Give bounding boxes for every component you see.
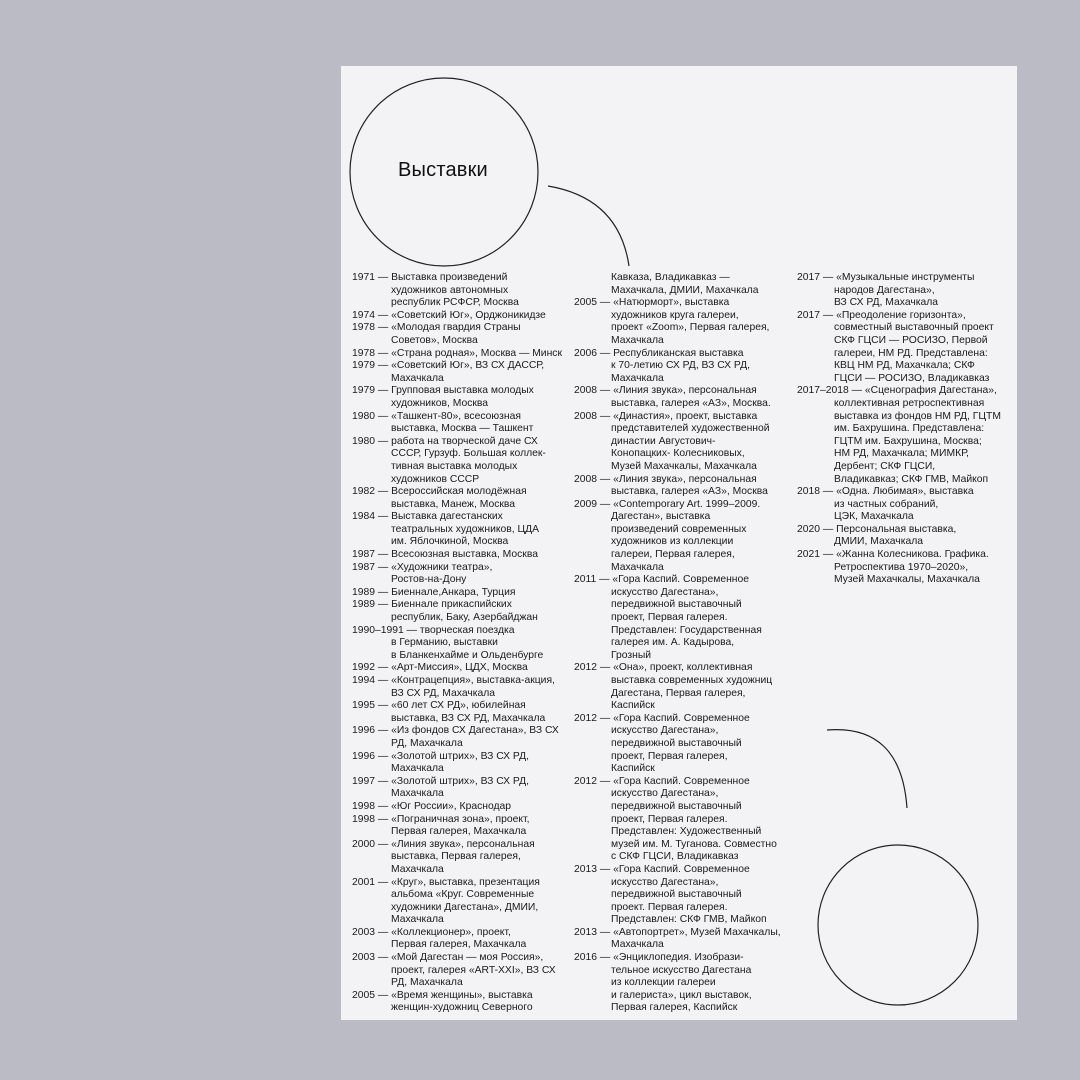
document-page: [341, 66, 1017, 1020]
exhibition-entry: [352, 801, 564, 814]
entry-line: Махачкала: [391, 914, 444, 926]
entry-line: Кавказа, Владикавказ —: [611, 272, 730, 283]
entry-line: Махачкала: [391, 863, 444, 875]
entry-line: ВЗ СХ РД, Махачкала: [834, 297, 939, 309]
entry-line: ЦЭК, Махачкала: [834, 511, 914, 523]
exhibition-entry: [352, 927, 564, 952]
entry-line: произведений современных: [611, 523, 747, 535]
top-arc: [548, 186, 629, 266]
exhibition-entry: [352, 952, 564, 990]
entry-line: 2008 — «Линия звука», персональная: [574, 473, 757, 485]
exhibition-entry: [797, 310, 1009, 386]
exhibition-entry: [574, 499, 786, 575]
entry-line: из коллекции галереи: [611, 977, 716, 989]
entry-line: 1996 — «Золотой штрих», ВЗ СХ РД,: [352, 750, 529, 762]
exhibition-entry: [574, 662, 786, 712]
exhibition-entry: [574, 927, 786, 952]
entry-line: Дагестан», выставка: [611, 511, 711, 523]
entry-line: Дагестана, Первая галерея,: [611, 687, 746, 699]
entry-line: Махачкала: [391, 788, 444, 800]
exhibition-entry: [574, 713, 786, 776]
exhibition-entry: [352, 725, 564, 750]
entry-line: коллективная ретроспективная: [834, 397, 985, 409]
entry-line: Первая галерея, Каспийск: [611, 1002, 738, 1014]
entry-line: республик РСФСР, Москва: [391, 297, 519, 309]
exhibition-entry: [352, 990, 564, 1015]
entry-line: 2020 — Персональная выставка,: [797, 523, 957, 535]
entry-line: Махачкала: [611, 372, 664, 384]
entry-line: 2021 — «Жанна Колесникова. Графика.: [797, 549, 989, 561]
entry-line: 1979 — Групповая выставка молодых: [352, 385, 534, 397]
entry-line: Конопацких- Колесниковых,: [611, 448, 745, 460]
entry-line: КВЦ НМ РД, Махачкала; СКФ: [834, 360, 975, 372]
entry-line: выставка из фондов НМ РД, ГЦТМ: [834, 410, 1001, 422]
entry-line: к 70-летию СХ РД, ВЗ СХ РД,: [611, 360, 750, 372]
entry-line: 2013 — «Гора Каспий. Современное: [574, 863, 750, 875]
entry-line: 2012 — «Она», проект, коллективная: [574, 662, 753, 674]
entry-line: проект. Первая галерея.: [611, 901, 728, 913]
entry-line: Ретроспектива 1970–2020»,: [834, 561, 969, 573]
exhibition-entry: [797, 486, 1009, 524]
entry-line: Махачкала: [611, 561, 664, 573]
entry-line: художников из коллекции: [611, 536, 734, 548]
exhibition-entry: [352, 625, 564, 663]
entry-line: выставка современных художниц: [611, 675, 773, 686]
entry-line: альбома «Круг. Современные: [391, 889, 535, 901]
entry-line: 2016 — «Энциклопедия. Изобрази-: [574, 952, 744, 964]
entry-line: 2005 — «Время женщины», выставка: [352, 989, 533, 1001]
entry-line: 1980 — «Ташкент-80», всесоюзная: [352, 410, 521, 422]
entry-line: художников круга галереи,: [611, 309, 739, 321]
entry-line: 2012 — «Гора Каспий. Современное: [574, 712, 750, 724]
entry-line: им. Яблочкиной, Москва: [391, 536, 509, 548]
entry-line: 1980 — работа на творческой даче СХ: [352, 435, 538, 447]
entry-line: республик, Баку, Азербайджан: [391, 612, 538, 624]
entry-line: Махачкала: [611, 939, 664, 951]
entry-line: искусство Дагестана»,: [611, 788, 719, 800]
entry-line: 1971 — Выставка произведений: [352, 272, 508, 283]
exhibition-entry: [352, 360, 564, 385]
entry-line: Каспийск: [611, 763, 655, 775]
entry-line: Дербент; СКФ ГЦСИ,: [834, 460, 936, 472]
entry-line: 1987 — «Художники театра»,: [352, 561, 493, 573]
entry-line: 2000 — «Линия звука», персональная: [352, 838, 535, 850]
entry-line: искусство Дагестана»,: [611, 725, 719, 737]
entry-line: представителей художественной: [611, 423, 770, 435]
entry-line: тивная выставка молодых: [391, 460, 518, 472]
entry-line: из частных собраний,: [834, 498, 939, 510]
entry-line: Махачкала, ДМИИ, Махачкала: [611, 284, 759, 296]
entry-line: 1995 — «60 лет СХ РД», юбилейная: [352, 700, 526, 712]
exhibition-entry: [574, 272, 786, 297]
entry-line: и галериста», цикл выставок,: [611, 989, 752, 1001]
entry-line: выставка, галерея «АЗ», Москва: [611, 486, 768, 498]
exhibition-entry: [574, 864, 786, 927]
entry-line: галереи, Первая галерея,: [611, 549, 735, 561]
entry-line: Представлен: Государственная: [611, 624, 762, 636]
exhibition-entry: [352, 486, 564, 511]
entry-line: передвижной выставочный: [611, 599, 742, 611]
entry-line: передвижной выставочный: [611, 800, 742, 812]
entry-line: проект «Zoom», Первая галерея,: [611, 322, 770, 334]
entry-line: тельное искусство Дагестана: [611, 964, 752, 976]
entry-line: 2009 — «Contemporary Art. 1999–2009.: [574, 498, 761, 510]
exhibitions-column-1: [352, 272, 564, 1015]
exhibition-entry: [352, 839, 564, 877]
entry-line: 1987 — Всесоюзная выставка, Москва: [352, 549, 538, 561]
entry-line: Махачкала: [611, 334, 664, 346]
exhibition-entry: [352, 776, 564, 801]
bottom-arc: [827, 730, 907, 808]
entry-line: Представлен: Художественный: [611, 826, 762, 838]
entry-line: 1997 — «Золотой штрих», ВЗ СХ РД,: [352, 775, 529, 787]
exhibition-entry: [574, 297, 786, 347]
entry-line: династии Августович-: [611, 435, 716, 447]
entry-line: 1978 — «Страна родная», Москва — Минск: [352, 347, 562, 359]
entry-line: 1979 — «Советский Юг», ВЗ СХ ДАССР,: [352, 360, 545, 372]
exhibition-entry: [352, 272, 564, 310]
exhibition-entry: [574, 385, 786, 410]
entry-line: 1982 — Всероссийская молодёжная: [352, 486, 527, 498]
entry-line: 2017 — «Музыкальные инструменты: [797, 272, 975, 283]
exhibition-entry: [797, 385, 1009, 486]
entry-line: СКФ ГЦСИ — РОСИЗО, Первой: [834, 334, 988, 346]
entry-line: ГЦТМ им. Бахрушина, Москва;: [834, 435, 982, 447]
entry-line: РД, Махачкала: [391, 977, 463, 989]
exhibition-entry: [352, 411, 564, 436]
entry-line: 1998 — «Пограничная зона», проект,: [352, 813, 530, 825]
entry-line: 2006 — Республиканская выставка: [574, 347, 744, 359]
entry-line: народов Дагестана»,: [834, 284, 935, 296]
entry-line: музей им. М. Туганова. Совместно: [611, 838, 777, 850]
exhibition-entry: [352, 310, 564, 323]
entry-line: выставка, Манеж, Москва: [391, 498, 516, 510]
entry-line: РД, Махачкала: [391, 737, 463, 749]
entry-line: им. Бахрушина. Представлена:: [834, 423, 985, 435]
entry-line: СССР, Гурзуф. Большая коллек-: [391, 448, 546, 460]
exhibition-entry: [574, 348, 786, 386]
entry-line: 1984 — Выставка дагестанских: [352, 511, 503, 523]
entry-line: выставка, ВЗ СХ РД, Махачкала: [391, 712, 546, 724]
entry-line: выставка, Москва — Ташкент: [391, 423, 534, 435]
entry-line: выставка, галерея «АЗ», Москва.: [611, 397, 771, 409]
entry-line: Советов», Москва: [391, 334, 478, 346]
entry-line: 2013 — «Автопортрет», Музей Махачкалы,: [574, 926, 781, 938]
entry-line: Представлен: СКФ ГМВ, Майкоп: [611, 914, 767, 926]
entry-line: 2005 — «Натюрморт», выставка: [574, 297, 730, 309]
entry-line: художники Дагестана», ДМИИ,: [391, 901, 539, 913]
entry-line: ДМИИ, Махачкала: [834, 536, 923, 548]
entry-line: с СКФ ГЦСИ, Владикавказ: [611, 851, 739, 863]
entry-line: в Бланкенхайме и Ольденбурге: [391, 649, 544, 661]
entry-line: совместный выставочный проект: [834, 322, 994, 334]
entry-line: 2003 — «Мой Дагестан — моя Россия»,: [352, 952, 544, 964]
entry-line: проект, Первая галерея,: [611, 750, 728, 762]
entry-line: передвижной выставочный: [611, 737, 742, 749]
entry-line: Первая галерея, Махачкала: [391, 826, 527, 838]
exhibition-entry: [797, 272, 1009, 310]
exhibition-entry: [352, 348, 564, 361]
entry-line: проект, галерея «ART-XXI», ВЗ СХ: [391, 964, 556, 976]
entry-line: Махачкала: [391, 763, 444, 775]
entry-line: женщин-художниц Северного: [391, 1002, 533, 1014]
entry-line: 1989 — Биеннале прикаспийских: [352, 599, 512, 611]
entry-line: 2011 — «Гора Каспий. Современное: [574, 574, 749, 586]
entry-line: художников СССР: [391, 473, 480, 485]
entry-line: ВЗ СХ РД, Махачкала: [391, 687, 496, 699]
exhibition-entry: [797, 524, 1009, 549]
entry-line: Каспийск: [611, 700, 655, 712]
entry-line: 1989 — Биеннале,Анкара, Турция: [352, 586, 516, 598]
entry-line: искусство Дагестана»,: [611, 586, 719, 598]
entry-line: проект, Первая галерея.: [611, 813, 728, 825]
entry-line: 2008 — «Династия», проект, выставка: [574, 410, 758, 422]
entry-line: 1990–1991 — творческая поездка: [352, 624, 515, 636]
entry-line: Махачкала: [391, 372, 444, 384]
exhibition-entry: [352, 814, 564, 839]
entry-line: НМ РД, Махачкала; МИМКР,: [834, 448, 969, 460]
entry-line: Первая галерея, Махачкала: [391, 939, 527, 951]
page-title: Выставки: [398, 159, 488, 181]
entry-line: 2017 — «Преодоление горизонта»,: [797, 309, 966, 321]
entry-line: 2001 — «Круг», выставка, презентация: [352, 876, 540, 888]
exhibition-entry: [574, 776, 786, 864]
entry-line: художников, Москва: [391, 397, 489, 409]
exhibition-entry: [352, 877, 564, 927]
exhibition-entry: [352, 562, 564, 587]
exhibition-entry: [352, 587, 564, 600]
entry-line: Музей Махачкалы, Махачкала: [834, 574, 980, 586]
entry-line: 1994 — «Контрацепция», выставка-акция,: [352, 675, 555, 686]
exhibition-entry: [352, 549, 564, 562]
entry-line: в Германию, выставки: [391, 637, 498, 649]
entry-line: искусство Дагестана»,: [611, 876, 719, 888]
exhibition-entry: [352, 662, 564, 675]
entry-line: 1974 — «Советский Юг», Орджоникидзе: [352, 309, 546, 321]
entry-line: 1992 — «Арт-Миссия», ЦДХ, Москва: [352, 662, 528, 674]
entry-line: ГЦСИ — РОСИЗО, Владикавказ: [834, 372, 990, 384]
entry-line: проект, Первая галерея.: [611, 612, 728, 624]
exhibition-entry: [574, 411, 786, 474]
entry-line: театральных художников, ЦДА: [391, 523, 540, 535]
exhibition-entry: [797, 549, 1009, 587]
entry-line: галерея им. А. Кадырова,: [611, 637, 735, 649]
entry-line: Музей Махачкалы, Махачкала: [611, 460, 757, 472]
exhibition-entry: [574, 574, 786, 662]
entry-line: 2012 — «Гора Каспий. Современное: [574, 775, 750, 787]
entry-line: 1998 — «Юг России», Краснодар: [352, 800, 512, 812]
exhibition-entry: [352, 436, 564, 486]
entry-line: 2018 — «Одна. Любимая», выставка: [797, 486, 974, 498]
entry-line: Ростов-на-Дону: [391, 574, 467, 586]
entry-line: художников автономных: [391, 284, 509, 296]
exhibition-entry: [352, 675, 564, 700]
entry-line: галереи, НМ РД. Представлена:: [834, 347, 988, 359]
bottom-circle: [818, 845, 978, 1005]
entry-line: передвижной выставочный: [611, 889, 742, 901]
exhibition-entry: [574, 952, 786, 1015]
entry-line: 1978 — «Молодая гвардия Страны: [352, 322, 521, 334]
exhibition-entry: [352, 322, 564, 347]
exhibition-entry: [352, 511, 564, 549]
entry-line: Грозный: [611, 649, 652, 661]
exhibition-entry: [352, 385, 564, 410]
exhibitions-column-3: [797, 272, 1009, 587]
exhibition-entry: [352, 751, 564, 776]
exhibition-entry: [574, 474, 786, 499]
entry-line: 2003 — «Коллекционер», проект,: [352, 926, 511, 938]
entry-line: выставка, Первая галерея,: [391, 851, 521, 863]
entry-line: 2008 — «Линия звука», персональная: [574, 385, 757, 397]
exhibition-entry: [352, 599, 564, 624]
entry-line: Владикавказ; СКФ ГМВ, Майкоп: [834, 473, 989, 485]
exhibition-entry: [352, 700, 564, 725]
exhibitions-column-2: [574, 272, 786, 1015]
entry-line: 2017–2018 — «Сценография Дагестана»,: [797, 385, 997, 397]
entry-line: 1996 — «Из фондов СХ Дагестана», ВЗ СХ: [352, 725, 559, 737]
